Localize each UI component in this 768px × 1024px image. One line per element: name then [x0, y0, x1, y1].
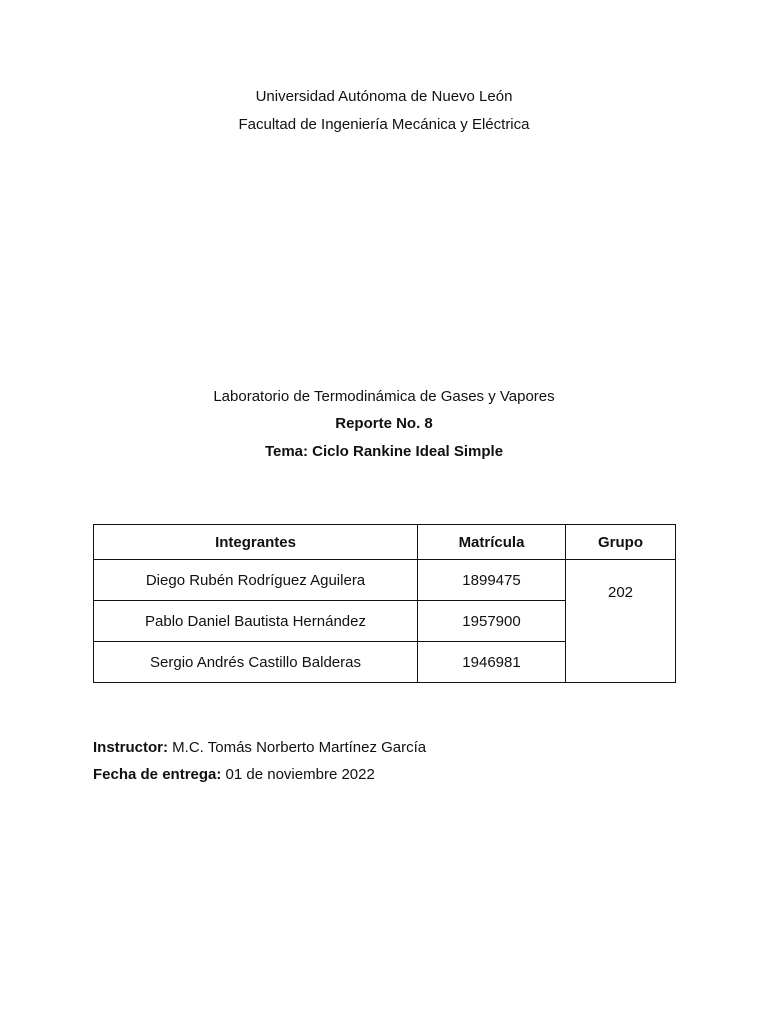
group-number: [566, 560, 676, 683]
table-row: [94, 560, 676, 601]
members-table: [93, 524, 676, 683]
member-name: Sergio Andrés Castillo Balderas: [94, 642, 418, 683]
table-header-row: [94, 525, 676, 560]
instructor-line: [93, 739, 426, 757]
header-id: Matrícula: [418, 525, 566, 560]
delivery-date-label: Fecha de entrega:: [93, 766, 222, 783]
instructor-label: Instructor:: [93, 739, 168, 756]
header-members: Integrantes: [94, 525, 418, 560]
group-value: 202: [607, 584, 634, 601]
instructor-value: M.C. Tomás Norberto Martínez García: [172, 739, 427, 756]
member-id: 1946981: [418, 642, 566, 683]
delivery-date-line: [93, 766, 375, 784]
header-group: Grupo: [566, 525, 676, 560]
faculty-name: Facultad de Ingeniería Mecánica y Eléctrica: [238, 116, 530, 133]
member-name: Pablo Daniel Bautista Hernández: [94, 601, 418, 642]
report-topic: Tema: Ciclo Rankine Ideal Simple: [264, 443, 504, 460]
member-id: 1899475: [418, 560, 566, 601]
university-name: Universidad Autónoma de Nuevo León: [255, 88, 513, 105]
lab-name: Laboratorio de Termodinámica de Gases y Vapores: [213, 388, 555, 405]
report-number: Reporte No. 8: [335, 415, 433, 432]
delivery-date-value: 01 de noviembre 2022: [225, 766, 375, 783]
member-name: Diego Rubén Rodríguez Aguilera: [94, 560, 418, 601]
member-id: 1957900: [418, 601, 566, 642]
